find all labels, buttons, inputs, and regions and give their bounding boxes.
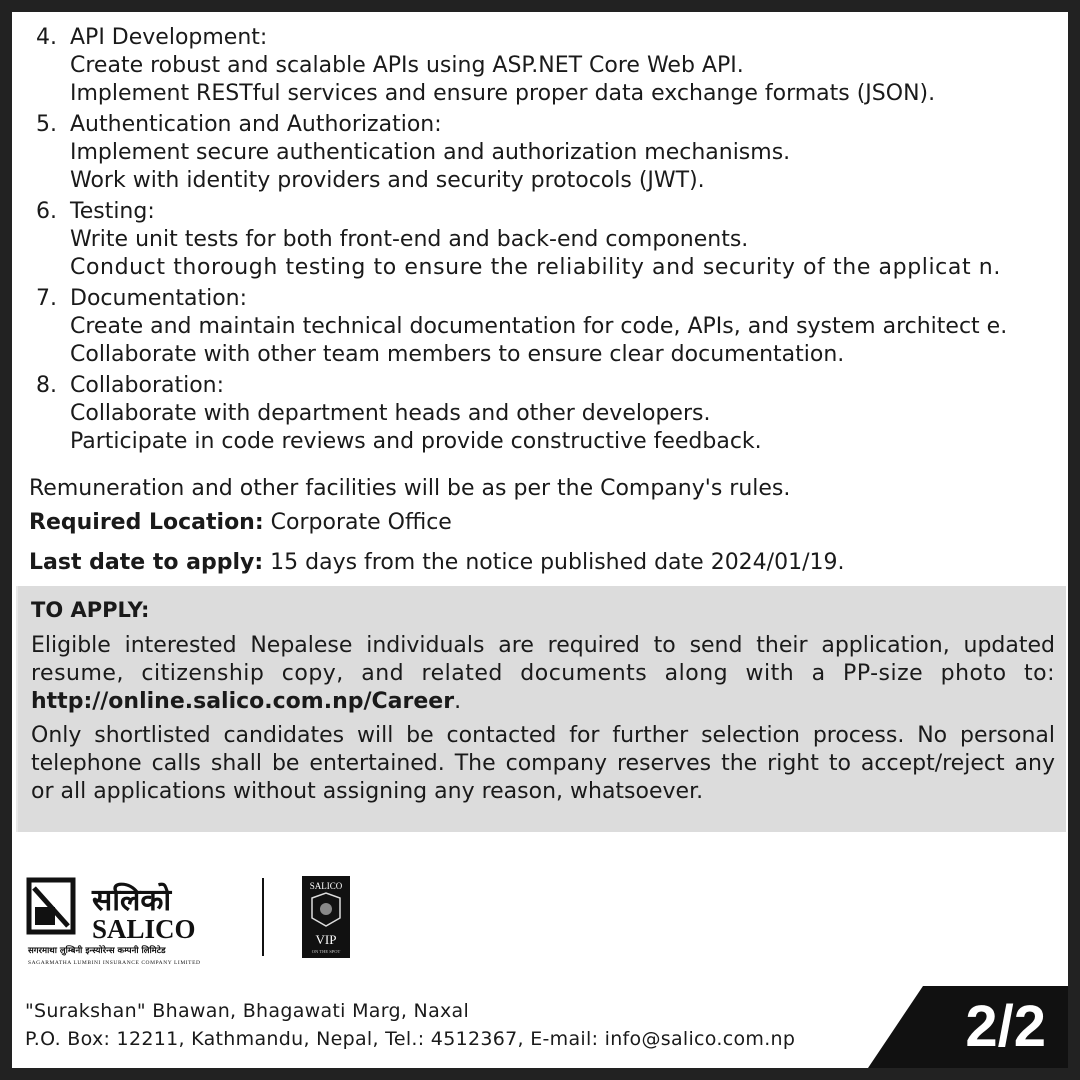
duty-line: Conduct thorough testing to ensure the reliability and security of the applicat n. <box>70 255 1001 280</box>
duty-line: Work with identity providers and security protocols (JWT). <box>70 168 705 193</box>
address-line-1: "Surakshan" Bhawan, Bhagawati Marg, Naxal <box>25 1000 470 1022</box>
remuneration-text: Remuneration and other facilities will be as per the Company's rules. <box>29 476 791 501</box>
duty-line: Collaborate with other team members to ensure clear documentation. <box>70 342 845 367</box>
logo-divider <box>262 878 264 956</box>
page-indicator-badge <box>868 982 1068 1068</box>
location-value: Corporate Office <box>263 510 452 535</box>
duties-list <box>30 24 1060 456</box>
logo-nepali-name: सलिको <box>92 883 172 918</box>
duty-number: 5. <box>36 112 57 137</box>
logo-name: SALICO <box>92 914 196 944</box>
logo-english-full: SAGARMATHA LUMBINI INSURANCE COMPANY LIMITED <box>28 960 200 966</box>
duty-line: Collaborate with department heads and other developers. <box>70 401 711 426</box>
apply-text: Only shortlisted candidates will be contacted for further selection process. No personal <box>31 723 1055 748</box>
duty-line: Implement secure authentication and authorization mechanisms. <box>70 140 791 165</box>
notice-page <box>12 12 1068 1068</box>
duty-title: API Development: <box>70 25 268 50</box>
vip-top: SALICO <box>309 881 343 891</box>
url-suffix: . <box>454 689 462 714</box>
apply-url-line <box>31 688 1055 716</box>
duty-line: Participate in code reviews and provide constructive feedback. <box>70 429 762 454</box>
required-location <box>29 509 452 537</box>
duty-title: Testing: <box>70 199 155 224</box>
duty-item-5 <box>30 111 1060 195</box>
page-indicator: 2/2 <box>965 994 1046 1059</box>
duty-line: Implement RESTful services and ensure proper data exchange formats (JSON). <box>70 81 936 106</box>
career-link[interactable]: http://online.salico.com.np/Career <box>31 689 455 714</box>
to-apply-section <box>16 586 1066 832</box>
vip-sub: ON THE SPOT <box>311 949 341 954</box>
duty-item-4 <box>30 24 1060 108</box>
duty-line: Create robust and scalable APIs using ASP.NET Core Web API. <box>70 53 744 78</box>
salico-logo-mark <box>26 874 216 970</box>
address-line-2: P.O. Box: 12211, Kathmandu, Nepal, Tel.: 4512367, E-mail: info@salico.com.np <box>25 1028 796 1050</box>
last-date-label: Last date to apply: <box>29 550 264 575</box>
last-date <box>29 549 845 577</box>
duty-title: Documentation: <box>70 286 248 311</box>
apply-text: or all applications without assigning any reason, whatsoever. <box>31 779 704 804</box>
apply-text: Eligible interested Nepalese individuals are required to send their application, updated <box>31 633 1055 658</box>
duty-number: 4. <box>36 25 57 50</box>
to-apply-heading: TO APPLY: <box>31 598 150 622</box>
duty-item-7 <box>30 285 1060 369</box>
apply-text: resume, citizenship copy, and related documents along with a PP-size photo to: <box>31 661 1055 686</box>
duty-item-8 <box>30 372 1060 456</box>
duty-line: Write unit tests for both front-end and back-end components. <box>70 227 749 252</box>
duty-number: 6. <box>36 199 57 224</box>
duty-title: Collaboration: <box>70 373 225 398</box>
duty-number: 7. <box>36 286 57 311</box>
duty-item-6 <box>30 198 1060 282</box>
duty-line: Create and maintain technical documentation for code, APIs, and system architect e. <box>70 314 1008 339</box>
vip-main: VIP <box>315 932 337 947</box>
vip-badge-graphic <box>302 876 350 958</box>
duty-title: Authentication and Authorization: <box>70 112 442 137</box>
vip-badge <box>302 876 350 958</box>
salico-logo <box>26 874 216 970</box>
last-date-value: 15 days from the notice published date 2024/01/19. <box>263 550 845 575</box>
logo-nepali-full: सगरमाथा लुम्बिनी इन्स्योरेन्स कम्पनी लिमिटेड <box>28 946 166 956</box>
location-label: Required Location: <box>29 510 264 535</box>
duty-number: 8. <box>36 373 57 398</box>
apply-text: telephone calls shall be entertained. The company reserves the right to accept/reject any <box>31 751 1055 776</box>
